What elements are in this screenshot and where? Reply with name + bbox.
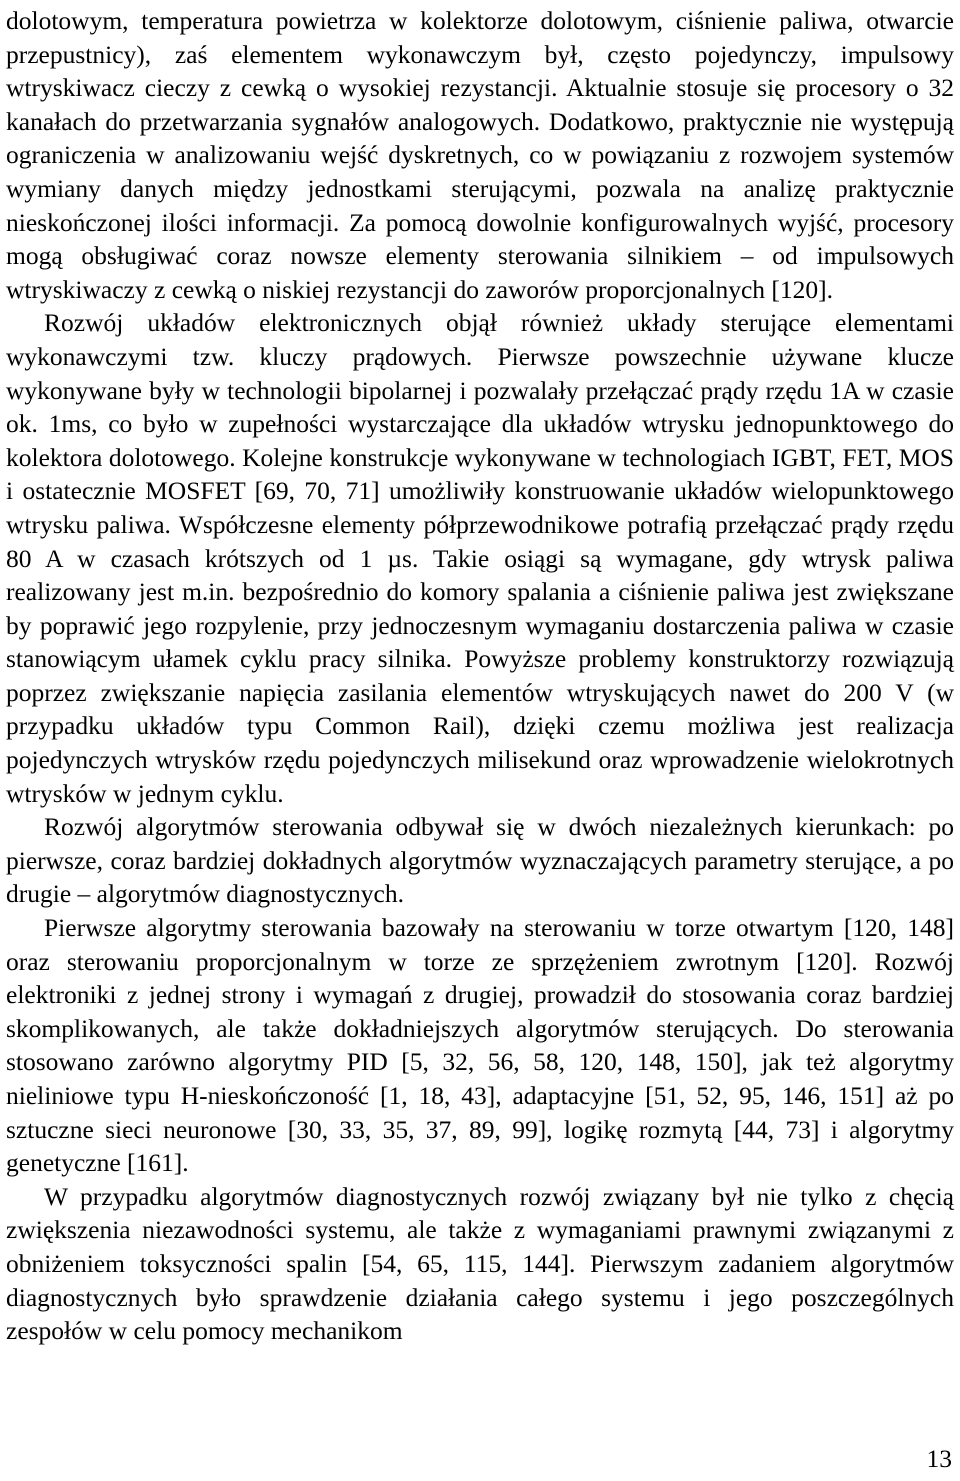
paragraph-1: dolotowym, temperatura powietrza w kolektorze dolotowym, ciśnienie paliwa, otwarcie przepustnicy), zaś elementem wykonawczym był, często pojedynczy, impulsowy wtryskiwacz cieczy z cewką o wysokiej rezystancji. Aktualnie stosuje się procesory o 32 kanałach do przetwarzania sygnałów analogowych. Dodatkowo, praktycznie nie występują ograniczenia w analizowaniu wejść dyskretnych, co w powiązaniu z rozwojem systemów wymiany danych między jednostkami sterującymi, pozwala na analizę praktycznie nieskończonej ilości informacji. Za pomocą dowolnie konfigurowalnych wyjść, procesory mogą obsługiwać coraz nowsze elementy sterowania silnikiem – od impulsowych wtryskiwaczy z cewką o niskiej rezystancji do zaworów proporcjonalnych [120].: [6, 6, 954, 304]
paragraph-4: Pierwsze algorytmy sterowania bazowały na sterowaniu w torze otwartym [120, 148] oraz sterowaniu proporcjonalnym w torze ze sprzężeniem zwrotnym [120]. Rozwój elektroniki z jednej strony i wymagań z drugiej, prowadził do stosowania coraz bardziej skomplikowanych, ale także dokładniejszych algorytmów sterujących. Do sterowania stosowano zarówno algorytmy PID [5, 32, 56, 58, 120, 148, 150], jak też algorytmy nieliniowe typu H-nieskończoność [1, 18, 43], adaptacyjne [51, 52, 95, 146, 151] aż po sztuczne sieci neuronowe [30, 33, 35, 37, 89, 99], logikę rozmytą [44, 73] i algorytmy genetyczne [161].: [6, 913, 954, 1178]
document-page: [6, 4, 954, 1348]
paragraph-5: W przypadku algorytmów diagnostycznych rozwój związany był nie tylko z chęcią zwiększenia niezawodności systemu, ale także z wymaganiami prawnymi związanymi z obniżeniem toksyczności spalin [54, 65, 115, 144]. Pierwszym zadaniem algorytmów diagnostycznych było sprawdzenie działania całego systemu i jego poszczególnych zespołów w celu pomocy mechanikom: [6, 1181, 954, 1346]
page-number: 13: [926, 1444, 952, 1473]
paragraph-2: Rozwój układów elektronicznych objął również układy sterujące elementami wykonawczymi tzw. kluczy prądowych. Pierwsze powszechnie używane klucze wykonywane były w technologii bipolarnej i pozwalały przełączać prądy rzędu 1A w czasie ok. 1ms, co było w zupełności wystarczające dla układów wtrysku jednopunktowego do kolektora dolotowego. Kolejne konstrukcje wykonywane w technologiach IGBT, FET, MOS i ostatecznie MOSFET [69, 70, 71] umożliwiły konstruowanie układów wielopunktowego wtrysku paliwa. Współczesne elementy półprzewodnikowe potrafią przełączać prądy rzędu 80 A w czasach krótszych od 1 µs. Takie osiągi są wymagane, gdy wtrysk paliwa realizowany jest m.in. bezpośrednio do komory spalania a ciśnienie paliwa jest zwiększane by poprawić jego rozpylenie, przy jednoczesnym wymaganiu dostarczenia paliwa w czasie stanowiącym ułamek cyklu pracy silnika. Powyższe problemy konstruktorzy rozwiązują poprzez zwiększanie napięcia zasilania elementów wtryskujących nawet do 200 V (w przypadku układów typu Common Rail), dzięki czemu możliwa jest realizacja pojedynczych wtrysków rzędu pojedynczych milisekund oraz wprowadzenie wielokrotnych wtrysków w jednym cyklu.: [6, 308, 954, 808]
paragraph-3: Rozwój algorytmów sterowania odbywał się w dwóch niezależnych kierunkach: po pierwsze, coraz bardziej dokładnych algorytmów wyznaczających parametry sterujące, a po drugie – algorytmów diagnostycznych.: [6, 812, 954, 909]
